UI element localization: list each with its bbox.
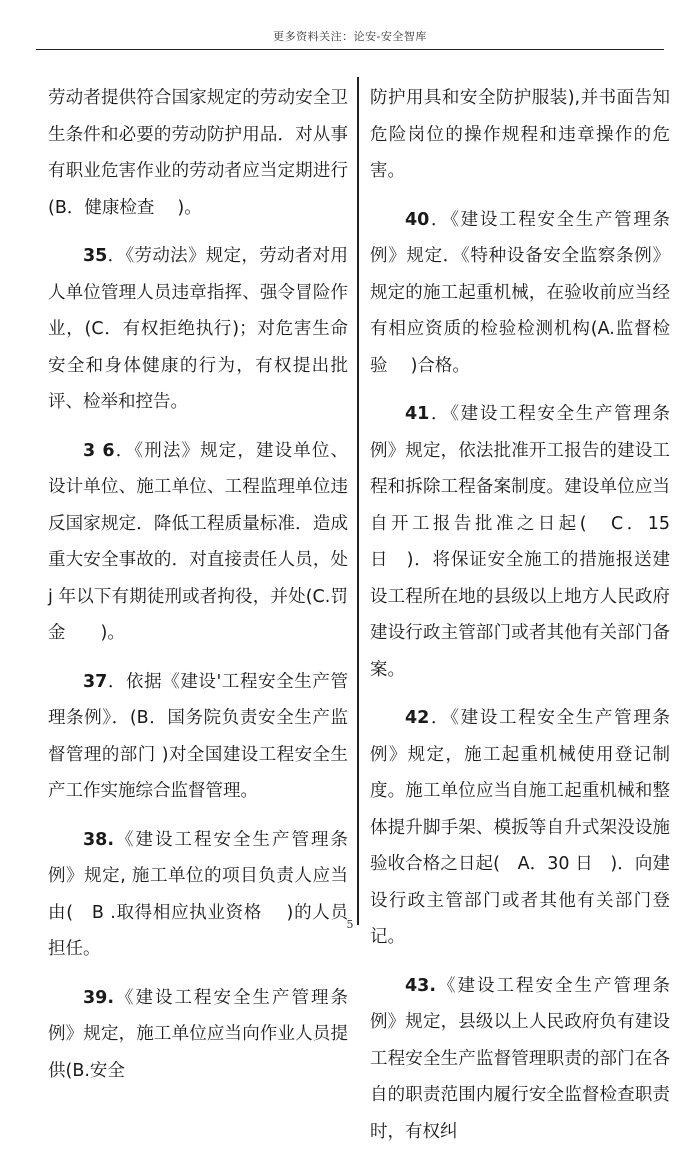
paragraph-text: 《建设工程安全生产管理条例》规定, 施工单位的项目负责人应当由( B .取得相应执业资格 )的人员担任。 <box>48 829 348 959</box>
paragraph-40 <box>370 202 670 385</box>
item-number: 3 6 <box>83 440 115 461</box>
paragraph-36 <box>48 433 348 652</box>
header-rule <box>36 49 664 50</box>
page-header: 更多资料关注：论安-安全智库 <box>273 30 427 43</box>
paragraph-text: ．《建设工程安全生产管理条例》规定，依法批准开工报告的建设工程和拆除工程备案制度。建设单位应当自开工报告批准之日起( C．15 日 )．将保证安全施工的措施报送建设工程所在地的县级以上地方人民政府建设行政主管部门或者其他有关部门备案。 <box>370 404 670 680</box>
item-number: 40 <box>405 209 430 230</box>
left-column <box>48 80 348 1101</box>
page-number: 5 <box>346 918 354 931</box>
item-number: 35 <box>83 246 108 266</box>
paragraph-38 <box>48 822 348 968</box>
paragraph-text: ．依据《建设'工程安全生产管理条例》．(B．国务院负责安全生产监督管理的部门 )对全国建设工程安全生产工作实施综合监督管理。 <box>48 671 348 801</box>
paragraph-text: ．《劳动法》规定，劳动者对用人单位管理人员违章指挥、强令冒险作业，(C．有权拒绝执行)；对危害生命安全和身体健康的行为，有权提出批评、检举和控告。 <box>48 246 348 412</box>
paragraph-text: 《建设工程安全生产管理条例》规定，县级以上人民政府负有建设工程安全生产监督管理职责的部门在各自的职责范围内履行安全监督检查职责时，有权纠 <box>370 975 670 1142</box>
paragraph-35 <box>48 238 348 421</box>
item-number: 38. <box>83 829 115 850</box>
item-number: 41 <box>405 404 430 424</box>
column-divider <box>357 77 359 925</box>
paragraph-text: 防护用具和安全防护服装),并书面告知危险岗位的操作规程和违章操作的危害。 <box>370 88 670 181</box>
paragraph-text: ．《刑法》规定，建设单位、设计单位、施工单位、工程监理单位违反国家规定．降低工程质量标准．造成重大安全事故的．对直接责任人员，处 j 年以下有期徒刑或者拘役，并处(C.罚金 )。 <box>48 440 348 643</box>
paragraph-continued <box>48 80 348 226</box>
item-number: 37 <box>83 671 108 692</box>
right-column <box>370 80 670 1162</box>
item-number: 43. <box>405 975 437 996</box>
paragraph-39 <box>48 980 348 1090</box>
paragraph-text: 劳动者提供符合国家规定的劳动安全卫生条件和必要的劳动防护用品．对从事有职业危害作业的劳动者应当定期进行(B．健康检查 )。 <box>48 88 348 218</box>
paragraph-37 <box>48 664 348 810</box>
item-number: 42 <box>405 708 430 728</box>
paragraph-text: ．《建设工程安全生产管理条例》规定，施工起重机械使用登记制度。施工单位应当自施工起重机械和整体提升脚手架、模扳等自升式架没设施验收合格之日起( A．30 日 )．向建设行政主管部门或者其他有关部门登记。 <box>370 708 670 947</box>
item-number: 39. <box>83 987 115 1008</box>
paragraph-continued <box>370 80 670 190</box>
paragraph-41 <box>370 396 670 688</box>
paragraph-text: ．《建设工程安全生产管理条例》规定．《特种设备安全监察条例》规定的施工起重机械，在验收前应当经有相应资质的检验检测机构(A.监督检验 )合格。 <box>370 209 670 376</box>
paragraph-text: 《建设工程安全生产管理条例》规定，施工单位应当向作业人员提供(B.安全 <box>48 987 348 1081</box>
paragraph-43 <box>370 968 670 1151</box>
